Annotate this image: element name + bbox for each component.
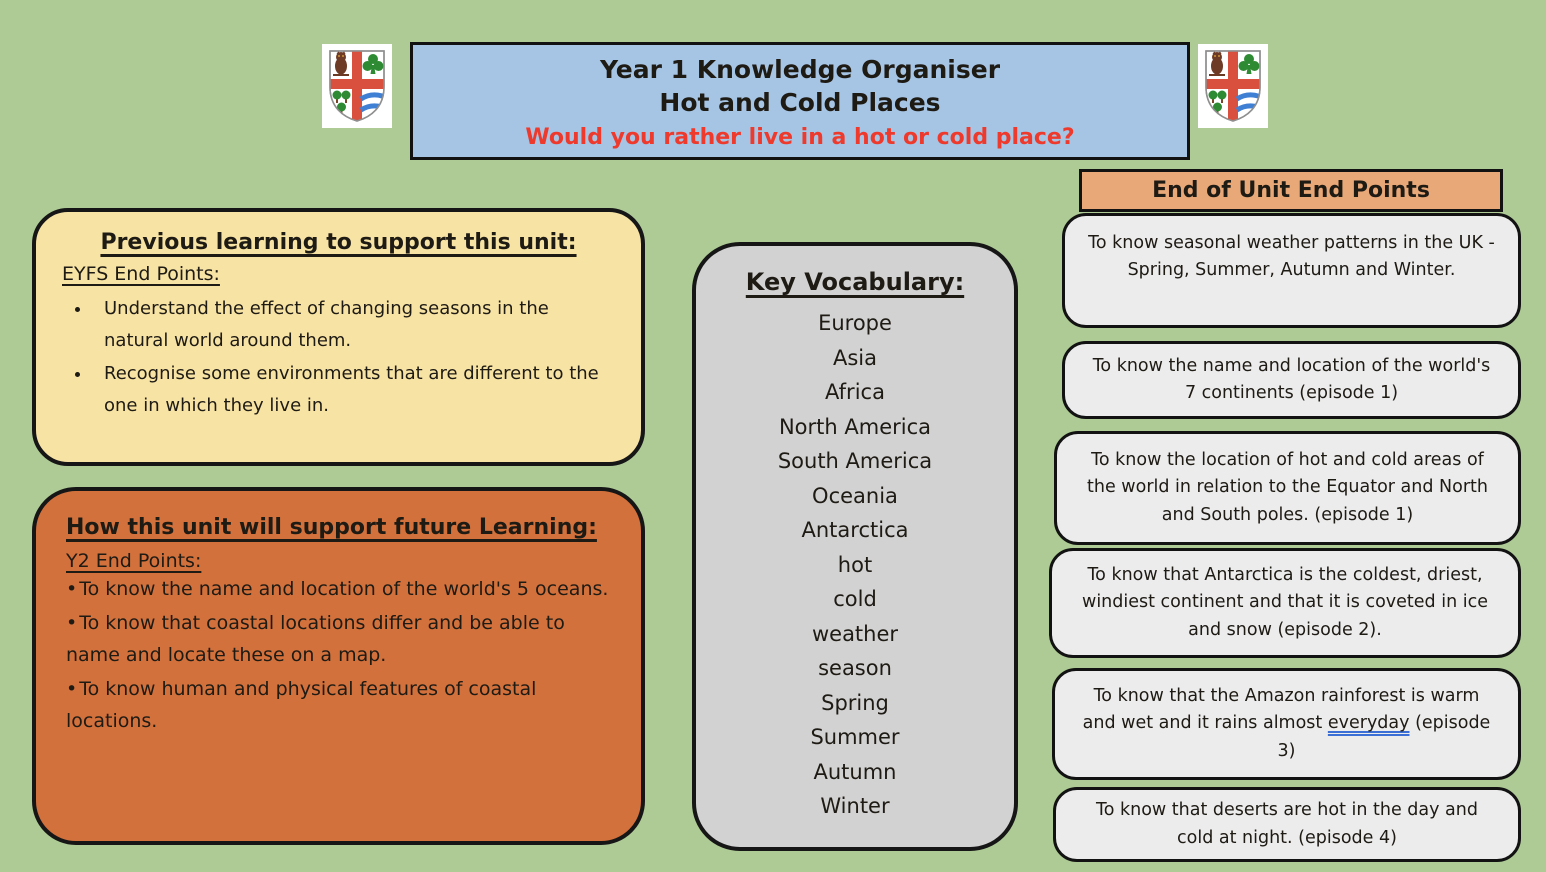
- future-learning-title: How this unit will support future Learning:: [66, 515, 597, 540]
- vocab-word: Winter: [820, 794, 890, 818]
- vocab-word: South America: [777, 449, 933, 473]
- bullet-item: • To know the name and location of the world's 5 oceans.: [66, 574, 613, 606]
- grammar-marked-word: everyday: [1327, 713, 1410, 734]
- vocab-word: Autumn: [813, 759, 897, 784]
- bullet-item: • Recognise some environments that are different to the one in which they live in.: [92, 358, 615, 421]
- vocab-word: Summer: [810, 725, 900, 749]
- end-points-header: End of Unit End Points: [1079, 169, 1503, 212]
- vocab-word: Africa: [825, 380, 885, 404]
- previous-learning-subtitle: EYFS End Points:: [62, 263, 220, 285]
- end-point-text: To know that the Amazon rainforest is warm and wet and it rains almost everyday (episode 3): [1082, 686, 1491, 761]
- bullet-item: • To know that coastal locations differ and be able to name and locate these on a map.: [66, 608, 613, 672]
- previous-learning-title: Previous learning to support this unit:: [100, 230, 577, 255]
- vocab-word: Oceania: [812, 483, 898, 508]
- school-crest-right: [1198, 44, 1268, 128]
- previous-learning-panel: [32, 208, 645, 466]
- end-point-text: To know that Antarctica is the coldest, driest, windiest continent and that it is coveted in ice and snow (episode 2).: [1082, 565, 1488, 640]
- vocab-word: Europe: [818, 311, 892, 335]
- vocab-word: hot: [837, 552, 873, 577]
- vocab-word: Antarctica: [801, 518, 909, 542]
- end-point-item: [1053, 787, 1521, 862]
- vocab-word: Spring: [821, 690, 889, 715]
- end-point-item: [1049, 548, 1521, 658]
- key-vocabulary-list: [696, 306, 1014, 824]
- previous-learning-bullet-list: [62, 293, 615, 421]
- end-point-text: To know that deserts are hot in the day and cold at night. (episode 4): [1096, 800, 1478, 848]
- end-point-item: [1062, 341, 1521, 419]
- future-learning-panel: [32, 487, 645, 845]
- header-banner: [410, 42, 1190, 160]
- end-point-item: [1054, 431, 1521, 545]
- crest-cross-horizontal: [327, 79, 387, 89]
- bullet-item: • Understand the effect of changing seasons in the natural world around them.: [92, 293, 615, 356]
- vocab-word: Asia: [832, 345, 877, 370]
- end-point-text: To know the location of hot and cold areas of the world in relation to the Equator and North and South poles. (episode 1): [1087, 450, 1488, 525]
- vocab-word: cold: [833, 587, 877, 611]
- vocab-word: North America: [778, 414, 932, 439]
- header-title-line2: Hot and Cold Places: [659, 88, 941, 117]
- school-crest-left: [322, 44, 392, 128]
- vocab-word: season: [818, 656, 892, 680]
- future-learning-subtitle: Y2 End Points:: [66, 550, 202, 572]
- school-crest-icon: [327, 49, 387, 123]
- end-point-item: [1062, 213, 1521, 328]
- key-vocabulary-title: Key Vocabulary:: [745, 268, 965, 296]
- header-title-line1: Year 1 Knowledge Organiser: [599, 55, 1001, 84]
- bullet-item: • To know human and physical features of coastal locations.: [66, 674, 613, 738]
- end-point-text: To know the name and location of the world's 7 continents (episode 1): [1092, 355, 1491, 403]
- end-point-text: To know seasonal weather patterns in the UK - Spring, Summer, Autumn and Winter.: [1088, 233, 1495, 281]
- school-crest-icon: [1203, 49, 1263, 123]
- end-point-item: [1052, 668, 1521, 780]
- header-question: Would you rather live in a hot or cold place?: [525, 125, 1075, 150]
- key-vocabulary-panel: [692, 242, 1018, 851]
- vocab-word: weather: [811, 621, 899, 646]
